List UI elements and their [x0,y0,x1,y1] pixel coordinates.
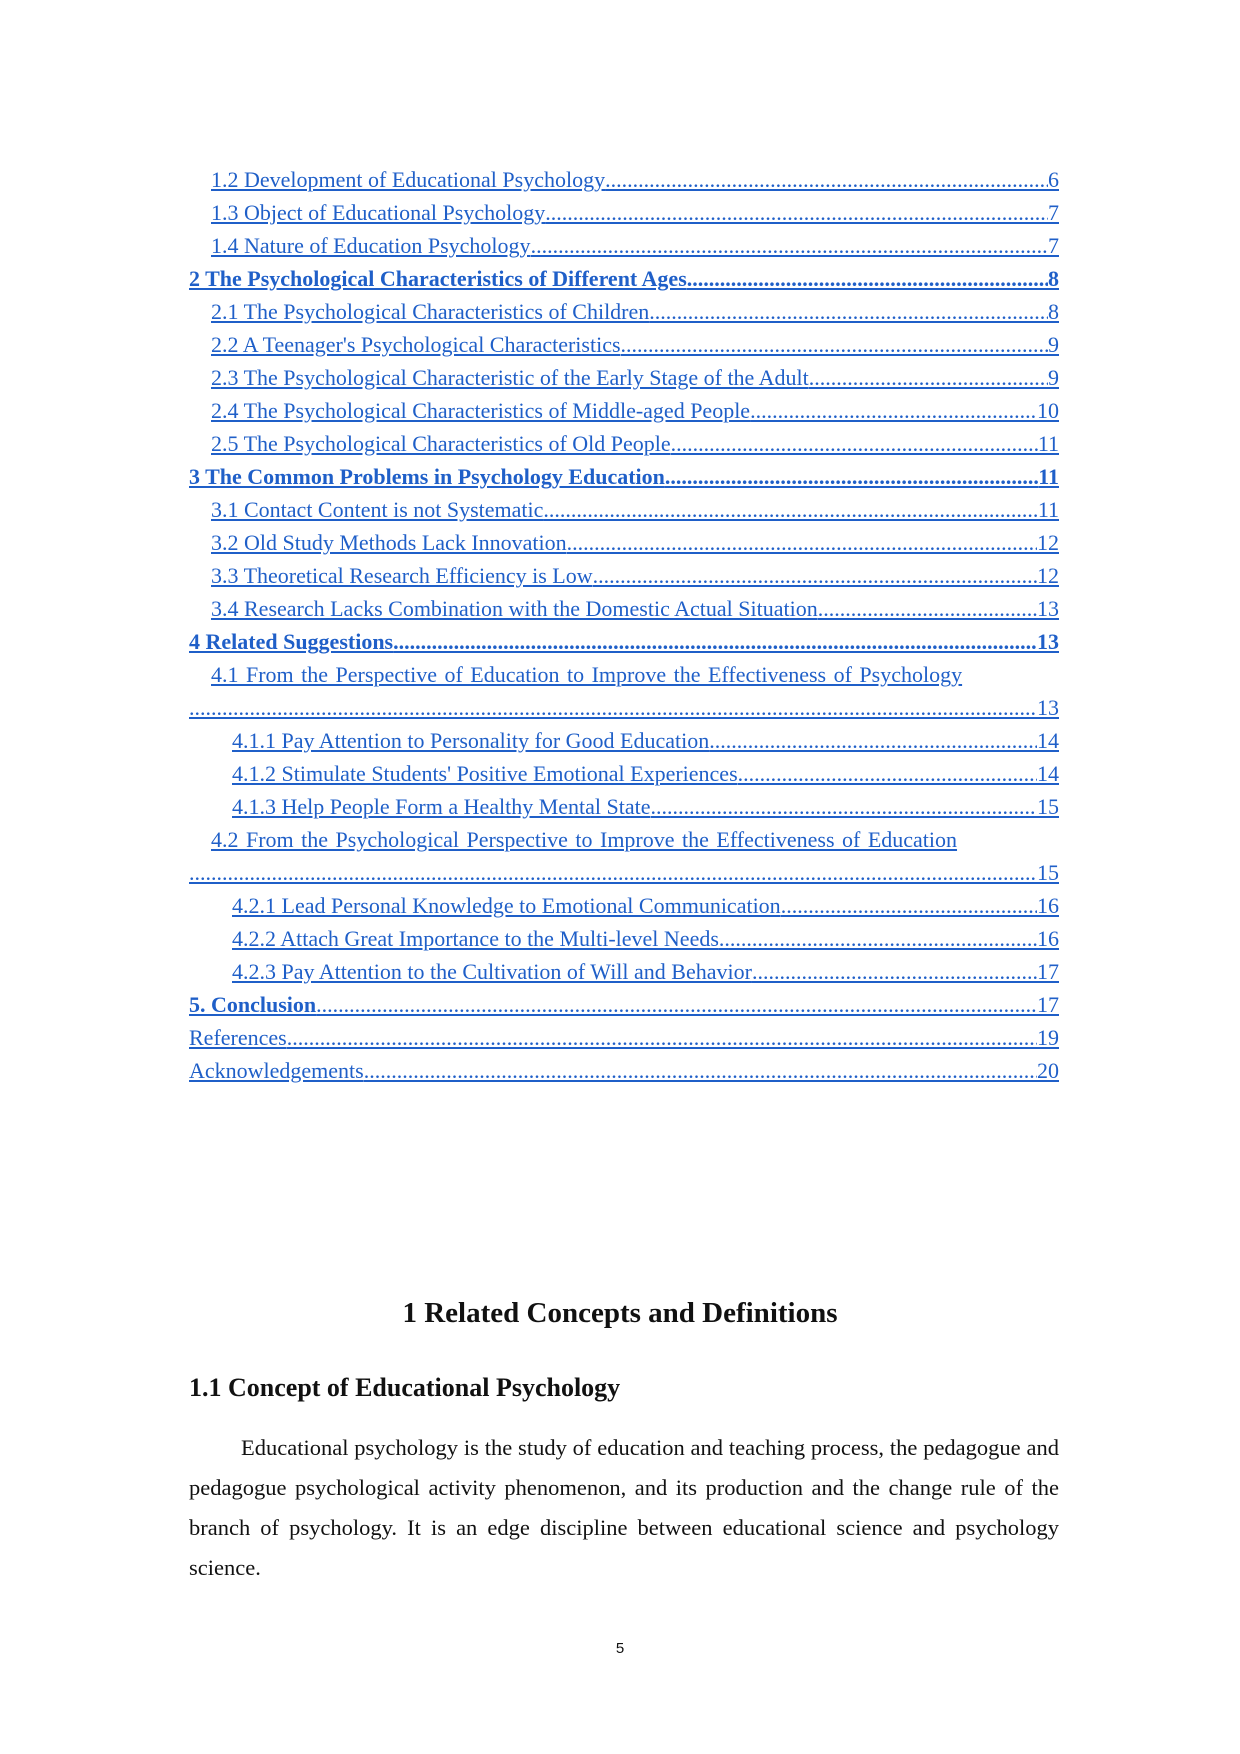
toc-entry-title: 4 Related Suggestions [189,629,394,654]
toc-entry-page: 13 [1037,629,1059,654]
toc-entry-page: 19 [1037,1025,1059,1050]
toc-entry-page: 17 [1037,992,1059,1017]
toc-entry-page: 7 [1048,233,1059,258]
toc-entry-page: 7 [1048,200,1059,225]
toc-entry-2-5[interactable] [189,427,1059,460]
toc-entry-4-2-3[interactable] [189,955,1059,988]
toc-entry-page: 11 [1037,497,1059,522]
toc-entry-title: 3 The Common Problems in Psychology Education [189,464,665,489]
toc-entry-2-4[interactable] [189,394,1059,427]
toc-entry-title: 4.2 From the Psychological Perspective to Improve the Effectiveness of Education [211,827,958,852]
toc-entry-page: 12 [1037,530,1059,555]
toc-entry-references[interactable] [189,1021,1059,1054]
toc-entry-2-1[interactable] [189,295,1059,328]
toc-entry-title: 3.3 Theoretical Research Efficiency is Low [211,563,593,588]
toc-entry-4-1-continued[interactable] [189,691,1059,724]
toc-entry-title: 4.2.3 Pay Attention to the Cultivation of Will and Behavior [232,959,752,984]
toc-entry-title: 2.5 The Psychological Characteristics of Old People [211,431,671,456]
toc-entry-4-2-2[interactable] [189,922,1059,955]
toc-entry-page: 11 [1038,464,1059,489]
toc-entry-3[interactable] [189,460,1059,493]
toc-entry-page: 15 [1037,860,1059,885]
toc-entry-page: 9 [1048,332,1059,357]
toc-entry-title: 3.2 Old Study Methods Lack Innovation [211,530,567,555]
page-number: 5 [615,1640,625,1657]
toc-entry-title: 2.3 The Psychological Characteristic of the Early Stage of the Adult [211,365,809,390]
chapter-title: 1 Related Concepts and Definitions [402,1297,838,1329]
toc-entry-page: 10 [1037,398,1059,423]
toc-entry-page: 20 [1037,1058,1059,1083]
toc-entry-title: 4.1 From the Perspective of Education to Improve the Effectiveness of Psychology [211,662,963,687]
toc-entry-title: References [189,1025,287,1050]
toc-entry-2[interactable] [189,262,1059,295]
toc-entry-1-4[interactable] [189,229,1059,262]
toc-entry-title: Acknowledgements [189,1058,364,1083]
section-title: 1.1 Concept of Educational Psychology [189,1373,621,1402]
toc-entry-4-2[interactable] [189,823,1059,856]
toc-entry-4-1-2[interactable] [189,757,1059,790]
toc-entry-2-3[interactable] [189,361,1059,394]
toc-entry-page: 9 [1048,365,1059,390]
toc-entry-title: 1.2 Development of Educational Psychology [211,167,606,192]
toc-entry-page: 13 [1037,695,1059,720]
toc-entry-1-2[interactable] [189,163,1059,196]
toc-entry-title: 4.1.1 Pay Attention to Personality for Good Education [232,728,710,753]
toc-entry-title: 2.2 A Teenager's Psychological Characteristics [211,332,621,357]
table-of-contents [189,163,1059,1087]
toc-entry-1-3[interactable] [189,196,1059,229]
toc-entry-page: 14 [1037,728,1059,753]
toc-entry-3-4[interactable] [189,592,1059,625]
toc-entry-4[interactable] [189,625,1059,658]
toc-entry-title: 2.1 The Psychological Characteristics of Children [211,299,650,324]
toc-entry-title: 4.2.2 Attach Great Importance to the Multi-level Needs [232,926,719,951]
toc-entry-title: 4.2.1 Lead Personal Knowledge to Emotional Communication [232,893,781,918]
toc-entry-4-1[interactable] [189,658,1059,691]
toc-entry-page: 6 [1048,167,1059,192]
toc-entry-page: 8 [1048,266,1059,291]
toc-entry-3-3[interactable] [189,559,1059,592]
toc-entry-page: 16 [1037,893,1059,918]
toc-entry-title: 5. Conclusion [189,992,317,1017]
toc-entry-page: 15 [1037,794,1059,819]
toc-entry-title: 2.4 The Psychological Characteristics of Middle-aged People [211,398,751,423]
toc-entry-page: 8 [1048,299,1059,324]
toc-entry-acknowledgements[interactable] [189,1054,1059,1087]
toc-entry-page: 14 [1037,761,1059,786]
toc-entry-title: 2 The Psychological Characteristics of Different Ages [189,266,687,291]
toc-entry-3-1[interactable] [189,493,1059,526]
body-paragraph: Educational psychology is the study of education and teaching process, the pedagogue and pedagogue psychological activity phenomenon, and its production and the change rule of the branch of psychology. It is an edge discipline between educational science and psychology science. [189,1435,1059,1580]
toc-entry-title: 4.1.3 Help People Form a Healthy Mental State [232,794,651,819]
toc-entry-4-2-continued[interactable] [189,856,1059,889]
toc-entry-2-2[interactable] [189,328,1059,361]
toc-entry-page: 12 [1037,563,1059,588]
toc-entry-title: 3.1 Contact Content is not Systematic [211,497,544,522]
toc-entry-5[interactable] [189,988,1059,1021]
toc-entry-4-2-1[interactable] [189,889,1059,922]
toc-entry-title: 1.4 Nature of Education Psychology [211,233,531,258]
toc-entry-page: 13 [1037,596,1059,621]
toc-entry-4-1-3[interactable] [189,790,1059,823]
toc-entry-page: 11 [1037,431,1059,456]
toc-entry-3-2[interactable] [189,526,1059,559]
toc-entry-4-1-1[interactable] [189,724,1059,757]
toc-entry-page: 17 [1037,959,1059,984]
toc-entry-title: 3.4 Research Lacks Combination with the Domestic Actual Situation [211,596,818,621]
toc-entry-page: 16 [1037,926,1059,951]
toc-entry-title: 1.3 Object of Educational Psychology [211,200,546,225]
toc-entry-title: 4.1.2 Stimulate Students' Positive Emotional Experiences [232,761,738,786]
